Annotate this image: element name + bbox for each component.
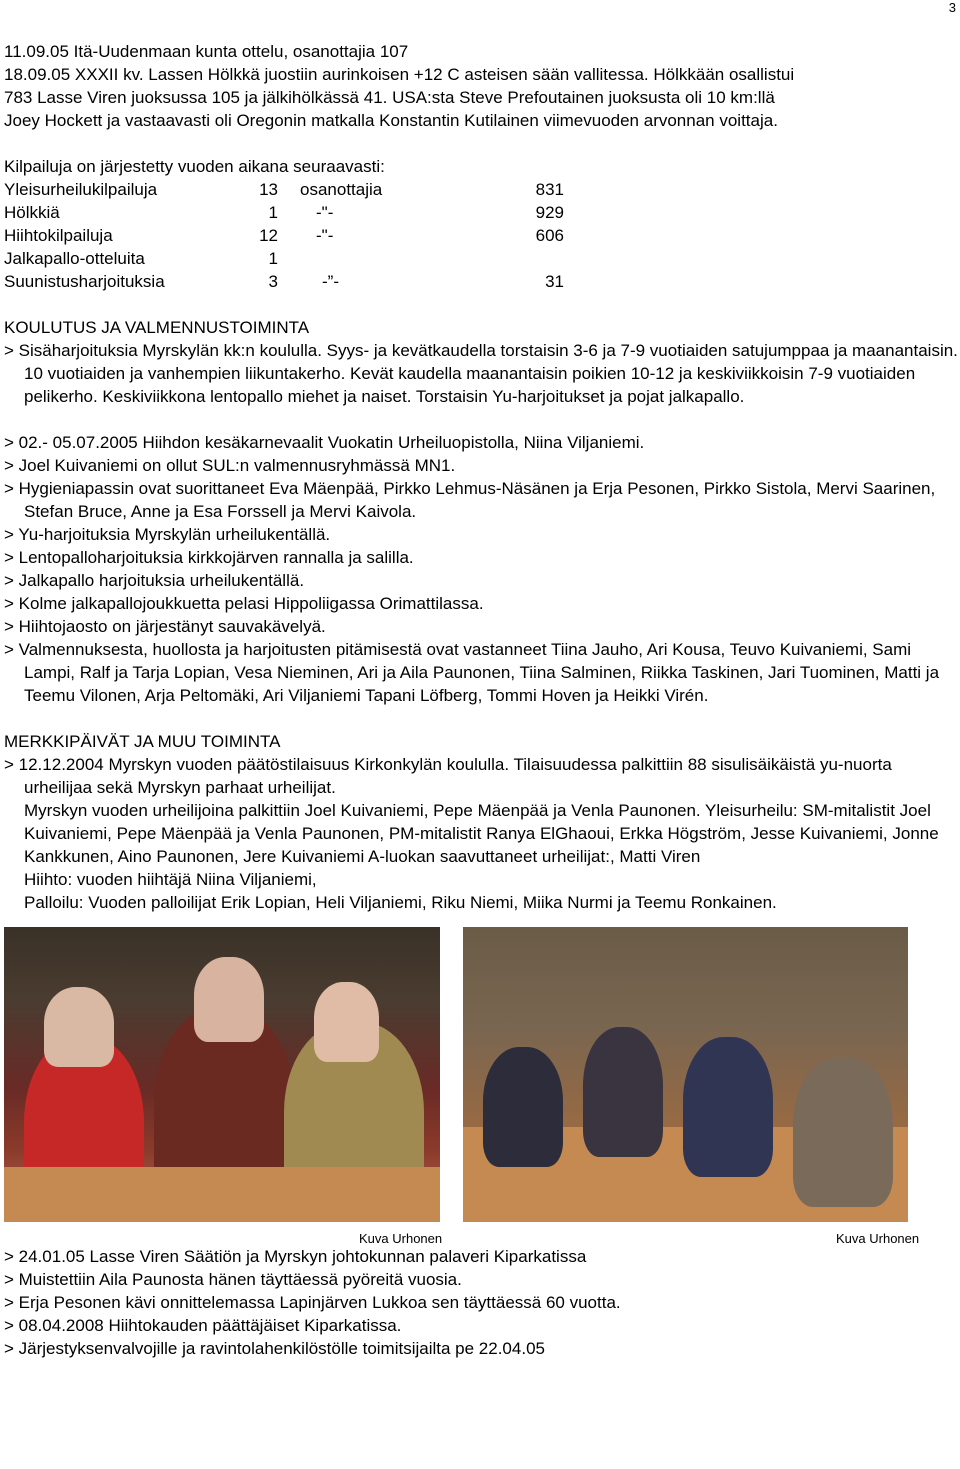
training-item: > Sisäharjoituksia Myrskylän kk:n koululla. Syys- ja kevätkaudella torstaisin 3-6 ja 7-9 vuotiaiden satujumppaa ja maanantaisin. 10 vuotiaiden ja vanhempien liikuntakerho. Kevät kaudella maanantaisin poikien 10-12 ja keskiviikkoisin 7-9 vuotiaiden pelikerho. Keskiviikkona lentopallo miehet ja naiset. Torstaisin Yu-harjoitukset ja pojat jalkapallo. (4, 341, 958, 406)
stats-count: 3 (268, 272, 278, 291)
page-number: 3 (948, 0, 956, 15)
meeting-photo-right (463, 927, 908, 1222)
stats-value (518, 247, 564, 270)
stats-name: Suunistusharjoituksia (4, 272, 165, 291)
stats-name: Hölkkiä (4, 203, 60, 222)
training-item: > Hygieniapassin ovat suorittaneet Eva Mäenpää, Pirkko Lehmus-Näsänen ja Erja Pesonen, Pirkko Sistola, Mervi Saarinen, Stefan Bruce, Anne ja Esa Forssell ja Mervi Kaivola. (4, 479, 936, 521)
events-item: > 12.12.2004 Myrskyn vuoden päätöstilaisuus Kirkonkylän koululla. Tilaisuudessa palkittiin 88 sisulisäikäistä yu-nuorta urheilijaa sekä Myrskyn parhaat urheilijat. (4, 755, 892, 797)
stats-row (4, 224, 564, 247)
training-item: > Valmennuksesta, huollosta ja harjoitusten pitämisestä ovat vastanneet Tiina Jauho, Ari Kousa, Teuvo Kuivaniemi, Sami Lampi, Ralf ja Tarja Lopian, Vesa Nieminen, Ari ja Aila Paunonen, Tiina Salminen, Riikka Taskinen, Jari Tuominen, Matti ja Teemu Vilonen, Arja Peltomäki, Ari Viljaniemi Tapani Löfberg, Tommi Hoven ja Heikki Virén. (4, 640, 940, 705)
events-detail: Hiihto: vuoden hiihtäjä Niina Viljaniemi, (24, 870, 317, 889)
stats-count: 1 (268, 203, 278, 222)
intro-section (4, 40, 960, 132)
stats-label: osanottajia (300, 180, 383, 199)
stats-name: Hiihtokilpailuja (4, 226, 113, 245)
intro-line: 11.09.05 Itä-Uudenmaan kunta ottelu, osanottajia 107 (4, 42, 409, 61)
document-body (4, 40, 960, 1360)
stats-row (4, 201, 564, 224)
events-detail: Myrskyn vuoden urheilijoina palkittiin Joel Kuivaniemi, Pepe Mäenpää ja Venla Paunonen. Yleisurheilu: SM-mitalistit Joel Kuivaniemi, Pepe Mäenpää ja Venla Paunonen, PM-mitalistit Ranya ElGhaoui, Erkka Högström, Jesse Kuivaniemi, Jonne Kankkunen, Aino Paunonen, Jere Kuivaniemi A-luokan saavuttaneet urheilijat:, Matti Viren (24, 801, 939, 866)
stats-value: 831 (535, 180, 564, 199)
stats-row (4, 270, 564, 293)
stats-table (4, 178, 564, 293)
stats-label: -"- (316, 226, 334, 245)
training-item: > Jalkapallo harjoituksia urheilukentällä. (4, 571, 305, 590)
photo-credit: Kuva Urhonen (836, 1231, 920, 1246)
closing-list (4, 1245, 960, 1360)
closing-item: > Erja Pesonen kävi onnittelemassa Lapinjärven Lukkoa sen täyttäessä 60 vuotta. (4, 1293, 621, 1312)
stats-name: Jalkapallo-otteluita (4, 249, 145, 268)
training-item: > Hiihtojaosto on järjestänyt sauvakävelyä. (4, 617, 326, 636)
photo-row (4, 927, 960, 1245)
stats-row (4, 178, 564, 201)
closing-item: > 08.04.2008 Hiihtokauden päättäjäiset Kiparkatissa. (4, 1316, 402, 1335)
closing-item: > Muistettiin Aila Paunosta hänen täyttäessä pyöreitä vuosia. (4, 1270, 462, 1289)
photo-credit: Kuva Urhonen (359, 1231, 443, 1246)
stats-value: 31 (545, 272, 564, 291)
training-list (4, 431, 960, 707)
stats-count: 13 (259, 180, 278, 199)
events-heading: MERKKIPÄIVÄT JA MUU TOIMINTA (4, 732, 281, 751)
closing-item: > 24.01.05 Lasse Viren Säätiön ja Myrskyn johtokunnan palaveri Kiparkatissa (4, 1247, 587, 1266)
training-heading: KOULUTUS JA VALMENNUSTOIMINTA (4, 318, 310, 337)
training-item: > Kolme jalkapallojoukkuetta pelasi Hippoliigassa Orimattilassa. (4, 594, 484, 613)
closing-item: > Järjestyksenvalvojille ja ravintolahenkilöstölle toimitsijailta pe 22.04.05 (4, 1339, 545, 1358)
training-item: > Joel Kuivaniemi on ollut SUL:n valmennusryhmässä MN1. (4, 456, 456, 475)
stats-row (4, 247, 564, 270)
intro-line: 18.09.05 XXXII kv. Lassen Hölkkä juostiin aurinkoisen +12 C asteisen sään vallitessa. Hölkkään osallistui (4, 65, 795, 84)
stats-label: -"- (316, 203, 334, 222)
training-item: > Lentopalloharjoituksia kirkkojärven rannalla ja salilla. (4, 548, 414, 567)
intro-line: Joey Hockett ja vastaavasti oli Oregonin matkalla Konstantin Kutilainen viimevuoden arvonnan voittaja. (4, 111, 778, 130)
stats-count: 1 (268, 249, 278, 268)
stats-name: Yleisurheilukilpailuja (4, 180, 158, 199)
stats-value: 929 (535, 203, 564, 222)
stats-value: 606 (535, 226, 564, 245)
training-item: > Yu-harjoituksia Myrskylän urheilukentällä. (4, 525, 331, 544)
stats-label: -”- (322, 272, 339, 291)
stats-heading: Kilpailuja on järjestetty vuoden aikana seuraavasti: (4, 157, 385, 176)
intro-line: 783 Lasse Viren juoksussa 105 ja jälkihölkässä 41. USA:sta Steve Prefoutainen juoksusta oli 10 km:llä (4, 88, 775, 107)
events-detail: Palloilu: Vuoden palloilijat Erik Lopian, Heli Viljaniemi, Riku Niemi, Miika Nurmi ja Teemu Ronkainen. (24, 893, 777, 912)
stats-count: 12 (259, 226, 278, 245)
training-item: > 02.- 05.07.2005 Hiihdon kesäkarnevaalit Vuokatin Urheiluopistolla, Niina Viljaniemi. (4, 433, 645, 452)
stats-label (300, 247, 518, 270)
meeting-photo-left (4, 927, 440, 1222)
